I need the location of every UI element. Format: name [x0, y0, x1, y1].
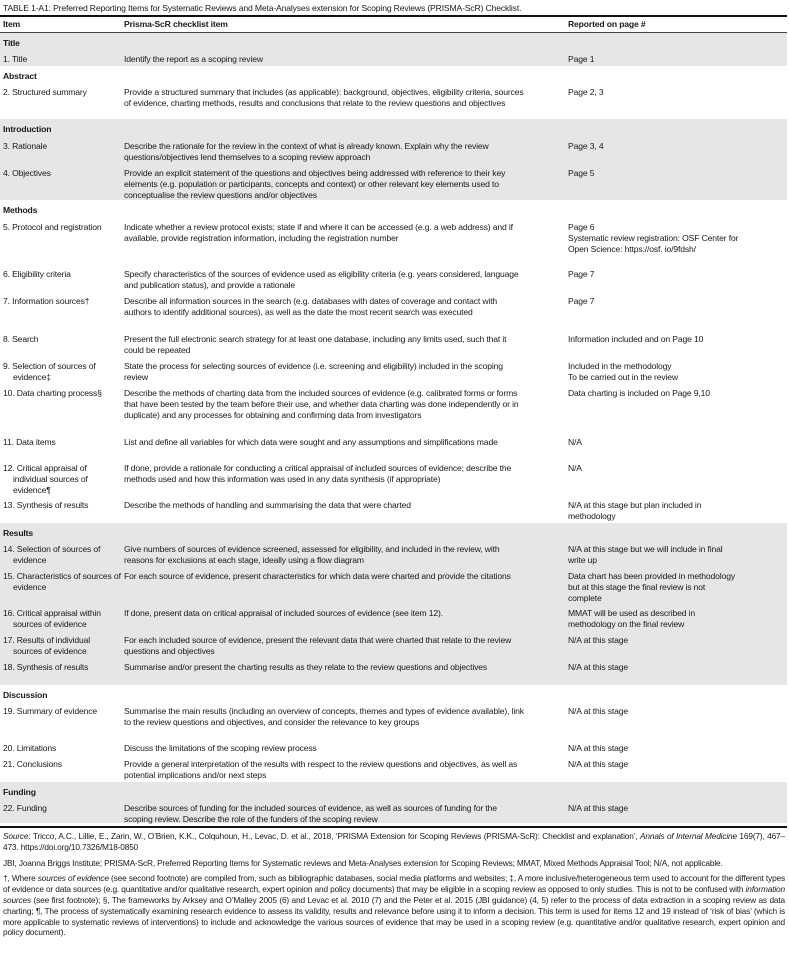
table-row — [0, 330, 787, 357]
section-title: Discussion — [3, 690, 48, 700]
table-row — [0, 739, 787, 755]
bottom-rule — [0, 826, 787, 828]
item-cell: 4. Objectives — [3, 168, 51, 178]
item-cell: 19. Summary of evidence — [3, 706, 97, 716]
reported-page-cell: Page 5 — [568, 168, 595, 178]
item-cell: 22. Funding — [3, 803, 47, 813]
checklist-description-cell: State the process for selecting sources of evidence (i.e. screening and eligibility) included in the scoping review — [124, 361, 503, 382]
footnote-text: information sources — [3, 884, 785, 905]
footnote-text: †, Where — [3, 873, 38, 884]
table-row — [0, 658, 787, 685]
item-cell: 2. Structured summary — [3, 87, 87, 97]
item-cell: 13. Synthesis of results — [3, 500, 89, 510]
table-row — [0, 164, 787, 200]
checklist-description-cell: Describe sources of funding for the included sources of evidence, as well as sources of funding for the scoping review. Describe the role of the funders of the scoping review — [124, 803, 497, 824]
checklist-description-cell: List and define all variables for which data were sought and any assumptions and simplifications made — [124, 437, 498, 447]
checklist-description-cell: Identify the report as a scoping review — [124, 54, 263, 64]
footnote-text: 169(7), 467–473. https://doi.org/10.7326/M18-0850 — [3, 831, 785, 852]
checklist-description-cell: If done, provide a rationale for conducting a critical appraisal of included sources of evidence; describe the methods used and how this information was used in any data synthesis (if appropriate) — [124, 463, 512, 484]
item-cell: 17. Results of individual sources of evidence — [3, 635, 91, 656]
item-cell: 12. Critical appraisal of individual sources of evidence¶ — [3, 463, 88, 495]
section-title: Funding — [3, 787, 36, 797]
item-cell: 11. Data items — [3, 437, 56, 447]
reported-page-cell: N/A at this stage — [568, 743, 629, 753]
table-row — [0, 218, 787, 265]
reported-page-cell: MMAT will be used as described in methodology on the final review — [568, 608, 696, 629]
reported-page-cell: Data chart has been provided in methodology but at this stage the final review is not complete — [568, 571, 735, 603]
reported-page-cell: N/A at this stage but plan included in methodology — [568, 500, 702, 521]
reported-page-cell: Data charting is included on Page 9,10 — [568, 388, 710, 398]
table-caption: TABLE 1-A1: Preferred Reporting Items for Systematic Reviews and Meta-Analyses extension for Scoping Reviews (PRISMA-ScR) Checklist. — [3, 3, 522, 13]
section-discussion — [0, 685, 787, 782]
item-cell: 5. Protocol and registration — [3, 222, 102, 232]
reported-page-cell: Page 7 — [568, 269, 595, 279]
section-title: Abstract — [3, 71, 37, 81]
checklist-description-cell: Provide an explicit statement of the questions and objectives being addressed with reference to their key elements (e.g. population or participants, concepts and context) or other relevant key elements used to conceptualise the review questions and/or objectives — [124, 168, 506, 200]
checklist-description-cell: Indicate whether a review protocol exists; state if and where it can be accessed (e.g. a web address) and if available, provide registration information, including the registration number — [124, 222, 513, 243]
section-results — [0, 523, 787, 685]
item-cell: 21. Conclusions — [3, 759, 62, 769]
table-row — [0, 496, 787, 523]
table-row — [0, 137, 787, 164]
reported-page-cell: Page 6 Systematic review registration: OSF Center for Open Science: https://osf. io/9fdsh/ — [568, 222, 739, 254]
table-row — [0, 384, 787, 433]
footnote-text: (see second footnote) are compiled from, such as bibliographic databases, social media platforms and websites; ‡, A more inclusive/heterogeneous term used to account for the different types of evidence or data sources (e.g. quantitative and/or qualitative research, expert opinion and policy documents) that may be eligible in a scoping review as opposed to only studies. This is not to be confused with — [3, 873, 785, 895]
table-row — [0, 604, 787, 631]
checklist-description-cell: Present the full electronic search strategy for at least one database, including any limits used, such that it could be repeated — [124, 334, 507, 355]
section-title: Introduction — [3, 124, 52, 134]
table-row — [0, 702, 787, 739]
reported-page-cell: N/A at this stage — [568, 759, 629, 769]
checklist-description-cell: If done, present data on critical appraisal of included sources of evidence (see item 12). — [124, 608, 443, 618]
section-title: Title — [3, 38, 20, 48]
footnotes — [3, 831, 785, 943]
section-funding — [0, 782, 787, 823]
reported-page-cell: N/A at this stage but we will include in final write up — [568, 544, 723, 565]
table-header — [0, 17, 787, 33]
checklist-description-cell: Describe the methods of charting data from the included sources of evidence (e.g. calibrated forms or forms that have been tested by the team before their use, and whether data charting was done independently or in duplicate) and any processes for obtaining and confirming data from investigators — [124, 388, 519, 420]
item-cell: 9. Selection of sources of evidence‡ — [3, 361, 96, 382]
item-cell: 16. Critical appraisal within sources of evidence — [3, 608, 101, 629]
section-title: Results — [3, 528, 33, 538]
section-title — [0, 33, 787, 66]
item-cell: 14. Selection of sources of evidence — [3, 544, 101, 565]
table-row — [0, 50, 787, 66]
table-row — [0, 292, 787, 330]
item-cell: 20. Limitations — [3, 743, 57, 753]
checklist-description-cell: Describe the methods of handling and summarising the data that were charted — [124, 500, 411, 510]
checklist-description-cell: Describe the rationale for the review in the context of what is already known. Explain why the review questions/objectives lend themselves to a scoping review approach — [124, 141, 489, 162]
header-checklist-item: Prisma-ScR checklist item — [124, 19, 228, 29]
section-methods — [0, 200, 787, 523]
checklist-description-cell: Describe all information sources in the search (e.g. databases with dates of coverage and contact with authors to identify additional sources), as well as the date the most recent search was executed — [124, 296, 498, 317]
section-title: Methods — [3, 205, 38, 215]
reported-page-cell: N/A at this stage — [568, 635, 629, 645]
checklist-description-cell: Discuss the limitations of the scoping review process — [124, 743, 317, 753]
table-row — [0, 265, 787, 292]
item-cell: 8. Search — [3, 334, 39, 344]
item-cell: 3. Rationale — [3, 141, 48, 151]
checklist-description-cell: Give numbers of sources of evidence screened, assessed for eligibility, and included in the review, with reasons for exclusions at each stage, ideally using a flow diagram — [124, 544, 500, 565]
table-row — [0, 433, 787, 459]
table-row — [0, 357, 787, 384]
reported-page-cell: Page 3, 4 — [568, 141, 604, 151]
item-cell: 18. Synthesis of results — [3, 662, 89, 672]
table-row — [0, 799, 787, 823]
table-row — [0, 83, 787, 119]
footnote — [3, 858, 785, 869]
footnote-text: : Tricco, A.C., Lillie, E., Zarin, W., O’Brien, K.K., Colquhoun, H., Levac, D. et al., 2018, ‘PRISMA Extension for Scoping Reviews (PRISMA-ScR): Checklist and explanation’, — [28, 831, 641, 841]
reported-page-cell: Page 7 — [568, 296, 595, 306]
checklist-table-body — [0, 33, 787, 823]
footnote-text: Annals of Internal Medicine — [640, 831, 737, 841]
header-reported-page: Reported on page # — [568, 19, 646, 29]
footnote — [3, 873, 785, 938]
checklist-description-cell: Provide a structured summary that includes (as applicable): background, objectives, eligibility criteria, sources of evidence, charting methods, results and conclusions that relate to the review questions and objectives — [124, 87, 524, 108]
item-cell: 7. Information sources† — [3, 296, 90, 306]
reported-page-cell: N/A — [568, 463, 582, 473]
footnote-text: (see first footnote); §, The frameworks by Arksey and O’Malley 2005 (6) and Levac et al. 2010 (7) and the Peter et al. 2015 (JBI guidance) (4, 5) refer to the process of data extraction in a scoping review as data charting; ¶, The process of systematically examining research evidence to assess its validity, results and relevance before using it to inform a decision. This term is used for items 12 and 19 instead of ‘risk of bias’ (which is more applicable to systematic reviews of interventions) to include and acknowledge the various sources of evidence that may be used in a scoping review (e.g. quantitative and/or qualitative research, expert opinion and policy document). — [3, 894, 785, 938]
checklist-description-cell: For each source of evidence, present characteristics for which data were charted and provide the citations — [124, 571, 511, 581]
section-introduction — [0, 119, 787, 200]
item-cell: 15. Characteristics of sources of evidence — [3, 571, 121, 592]
table-row — [0, 459, 787, 496]
reported-page-cell: N/A — [568, 437, 582, 447]
reported-page-cell: N/A at this stage — [568, 662, 629, 672]
reported-page-cell: N/A at this stage — [568, 706, 629, 716]
reported-page-cell: Information included and on Page 10 — [568, 334, 704, 344]
reported-page-cell: Page 1 — [568, 54, 595, 64]
checklist-description-cell: Specify characteristics of the sources of evidence used as eligibility criteria (e.g. years considered, language and publication status), and provide a rationale — [124, 269, 519, 290]
checklist-description-cell: Summarise the main results (including an overview of concepts, themes and types of evidence available), link to the review questions and objectives, and consider the relevance to key groups — [124, 706, 524, 727]
checklist-description-cell: For each included source of evidence, present the relevant data that were charted that relate to the review questions and objectives — [124, 635, 512, 656]
footnote-text: JBI, Joanna Briggs Institute; PRISMA-ScR, Preferred Reporting Items for Systematic reviews and Meta-Analyses extension for Scoping Reviews; MMAT, Mixed Methods Appraisal Tool; N/A, not applicable. — [3, 857, 723, 868]
header-item: Item — [3, 19, 21, 29]
item-cell: 10. Data charting process§ — [3, 388, 102, 398]
footnote — [3, 831, 785, 853]
reported-page-cell: Included in the methodology To be carried out in the review — [568, 361, 678, 382]
table-row — [0, 631, 787, 658]
footnote-text: sources of evidence — [37, 873, 109, 884]
item-cell: 6. Eligibility criteria — [3, 269, 71, 279]
table-row — [0, 755, 787, 782]
section-abstract — [0, 66, 787, 119]
table-row — [0, 540, 787, 567]
table-row — [0, 567, 787, 604]
footnote-text: Source — [3, 831, 29, 841]
checklist-description-cell: Summarise and/or present the charting results as they relate to the review questions and objectives — [124, 662, 487, 672]
reported-page-cell: Page 2, 3 — [568, 87, 604, 97]
checklist-description-cell: Provide a general interpretation of the results with respect to the review questions and objectives, as well as potential implications and/or next steps — [124, 759, 518, 780]
reported-page-cell: N/A at this stage — [568, 803, 629, 813]
item-cell: 1. Title — [3, 54, 28, 64]
